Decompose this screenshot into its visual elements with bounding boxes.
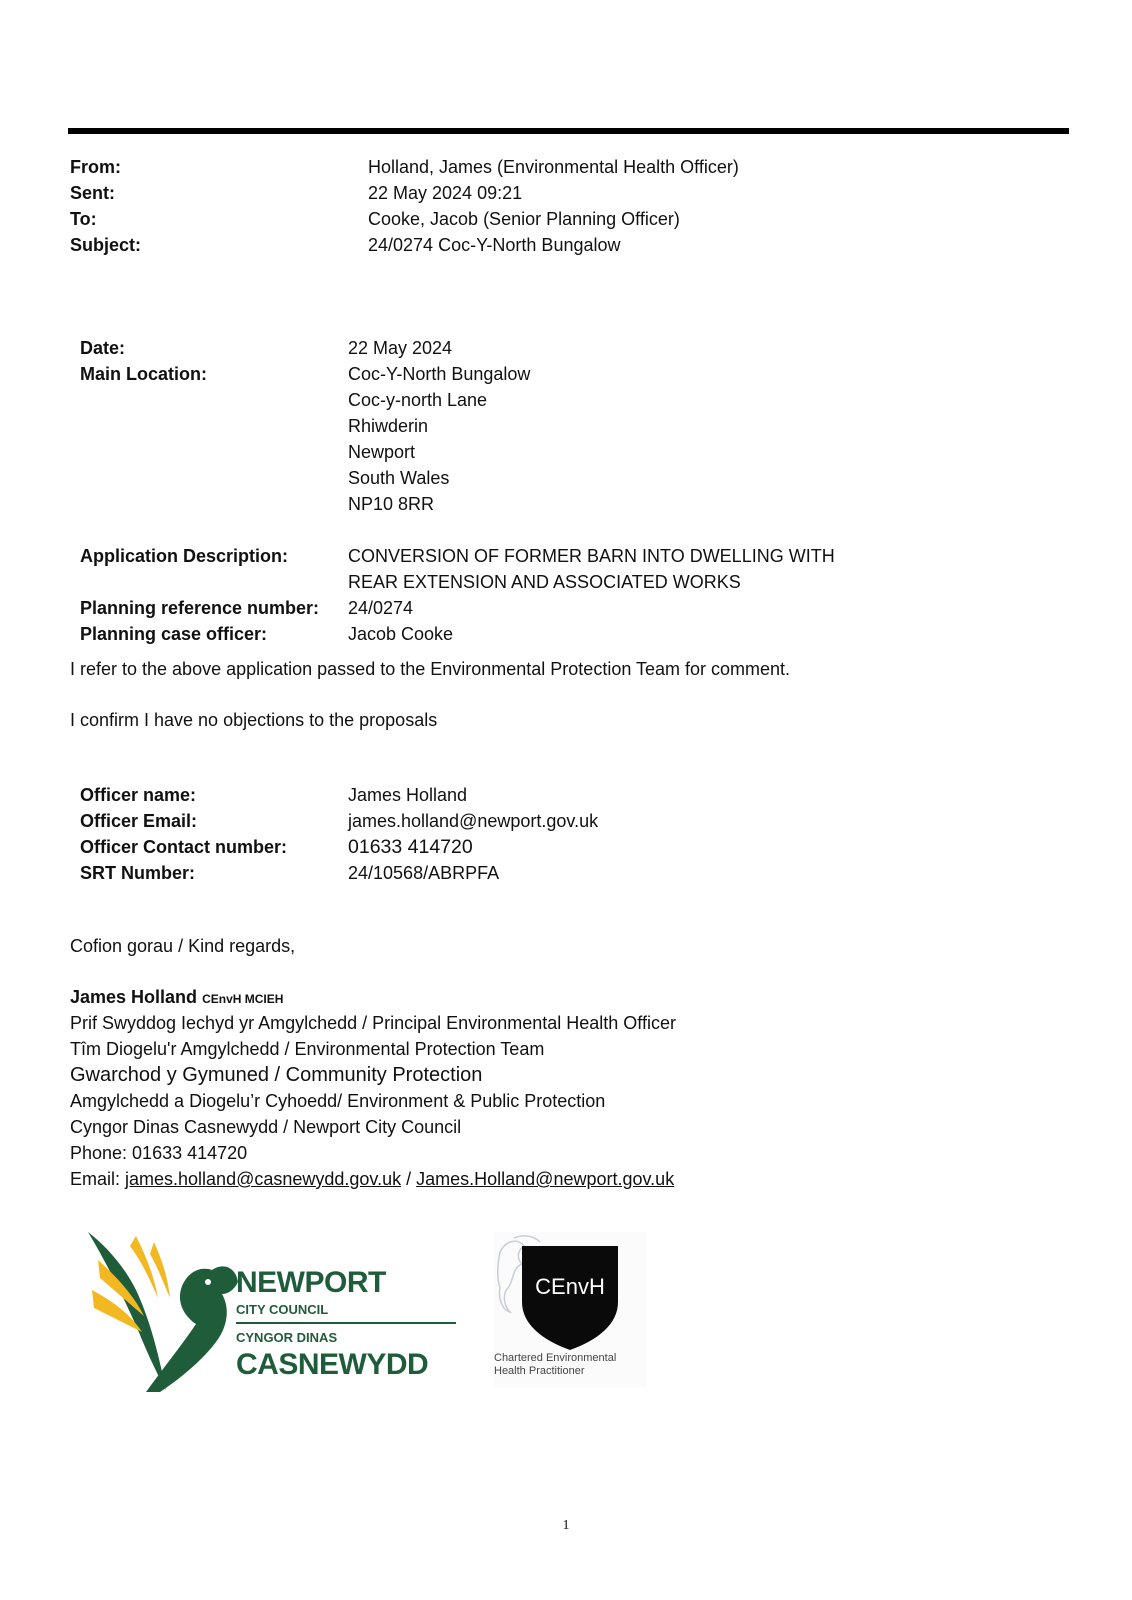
page-number: 1 — [562, 1518, 570, 1533]
srt-row — [80, 860, 980, 886]
location-line: Newport — [348, 442, 416, 462]
to-row — [70, 206, 970, 232]
description-value — [348, 543, 835, 595]
signature-division: Gwarchod y Gymuned / Community Protection — [70, 1064, 483, 1086]
application-details — [80, 335, 980, 647]
date-label: Date: — [80, 338, 126, 358]
srt-label: SRT Number: — [80, 863, 196, 883]
reference-label: Planning reference number: — [80, 598, 320, 618]
officer-phone-label: Officer Contact number: — [80, 837, 288, 857]
body-paragraph-1: I refer to the above application passed to the Environmental Protection Team for comment. — [70, 659, 791, 679]
location-line: Coc-Y-North Bungalow — [348, 364, 531, 384]
newport-city-council-logo — [88, 1232, 468, 1397]
location-line: Rhiwderin — [348, 416, 429, 436]
subject-value: 24/0274 Coc-Y-North Bungalow — [368, 235, 621, 255]
officer-details — [80, 782, 980, 886]
officer-name-label: Officer name: — [80, 785, 197, 805]
email-header — [70, 154, 970, 258]
sent-value: 22 May 2024 09:21 — [368, 183, 523, 203]
top-rule — [68, 128, 1069, 134]
logo-cyngor-dinas-text: CYNGOR DINAS — [236, 1330, 338, 1345]
officer-email-label: Officer Email: — [80, 811, 198, 831]
subject-label: Subject: — [70, 235, 142, 255]
closing-line: Cofion gorau / Kind regards, — [70, 936, 296, 956]
sent-label: Sent: — [70, 183, 115, 203]
cenvh-badge-text: CEnvH — [535, 1274, 605, 1299]
signature-title: Prif Swyddog Iechyd yr Amgylchedd / Principal Environmental Health Officer — [70, 1013, 676, 1033]
cenvh-caption-line: Chartered Environmental — [494, 1352, 617, 1364]
logo-divider — [236, 1322, 456, 1324]
description-line: CONVERSION OF FORMER BARN INTO DWELLING WITH — [348, 546, 835, 566]
signature-name-row — [70, 984, 676, 1010]
email-prefix: Email: — [70, 1169, 126, 1189]
signature-department: Amgylchedd a Diogelu’r Cyhoedd/ Environment & Public Protection — [70, 1091, 606, 1111]
case-officer-label: Planning case officer: — [80, 624, 268, 644]
officer-name-row — [80, 782, 980, 808]
from-value: Holland, James (Environmental Health Officer) — [368, 157, 739, 177]
from-row — [70, 154, 970, 180]
email-separator: / — [401, 1169, 417, 1189]
signature-council: Cyngor Dinas Casnewydd / Newport City Council — [70, 1117, 462, 1137]
officer-name-value: James Holland — [348, 785, 468, 805]
signature-block — [70, 984, 676, 1192]
officer-email-value: james.holland@newport.gov.uk — [348, 811, 599, 831]
email-link-casnewydd[interactable]: james.holland@casnewydd.gov.uk — [125, 1169, 402, 1189]
officer-email-row — [80, 808, 980, 834]
location-line: NP10 8RR — [348, 494, 435, 514]
sent-row — [70, 180, 970, 206]
officer-phone-value: 01633 414720 — [348, 836, 473, 858]
location-label: Main Location: — [80, 364, 207, 384]
case-officer-value: Jacob Cooke — [348, 624, 454, 644]
signature-name: James Holland — [70, 987, 198, 1007]
body-paragraph-2: I confirm I have no objections to the proposals — [70, 710, 438, 730]
reference-row — [80, 595, 980, 621]
signature-phone: Phone: 01633 414720 — [70, 1143, 248, 1163]
signature-email-row — [70, 1166, 676, 1192]
location-line: Coc-y-north Lane — [348, 390, 488, 410]
signature-postnominals: CEnvH MCIEH — [202, 992, 284, 1006]
cenvh-caption-line: Health Practitioner — [494, 1365, 585, 1377]
description-line: REAR EXTENSION AND ASSOCIATED WORKS — [348, 572, 741, 592]
to-value: Cooke, Jacob (Senior Planning Officer) — [368, 209, 680, 229]
cenvh-caption — [494, 1352, 646, 1378]
date-row — [80, 335, 980, 361]
signature-team: Tîm Diogelu'r Amgylchedd / Environmental Protection Team — [70, 1039, 545, 1059]
from-label: From: — [70, 157, 121, 177]
officer-phone-row — [80, 834, 980, 860]
logo-city-council-text: CITY COUNCIL — [236, 1302, 329, 1317]
description-label: Application Description: — [80, 546, 289, 566]
subject-row — [70, 232, 970, 258]
logo-casnewydd-text: CASNEWYDD — [236, 1348, 429, 1381]
to-label: To: — [70, 209, 97, 229]
email-link-newport[interactable]: James.Holland@newport.gov.uk — [416, 1169, 675, 1189]
cenvh-logo — [494, 1232, 646, 1387]
logo-newport-text: NEWPORT — [236, 1266, 386, 1299]
location-row — [80, 361, 980, 517]
location-value — [348, 361, 530, 517]
srt-value: 24/10568/ABRPFA — [348, 863, 500, 883]
reference-value: 24/0274 — [348, 598, 414, 618]
case-officer-row — [80, 621, 980, 647]
date-value: 22 May 2024 — [348, 338, 453, 358]
description-row — [80, 543, 980, 595]
location-line: South Wales — [348, 468, 450, 488]
